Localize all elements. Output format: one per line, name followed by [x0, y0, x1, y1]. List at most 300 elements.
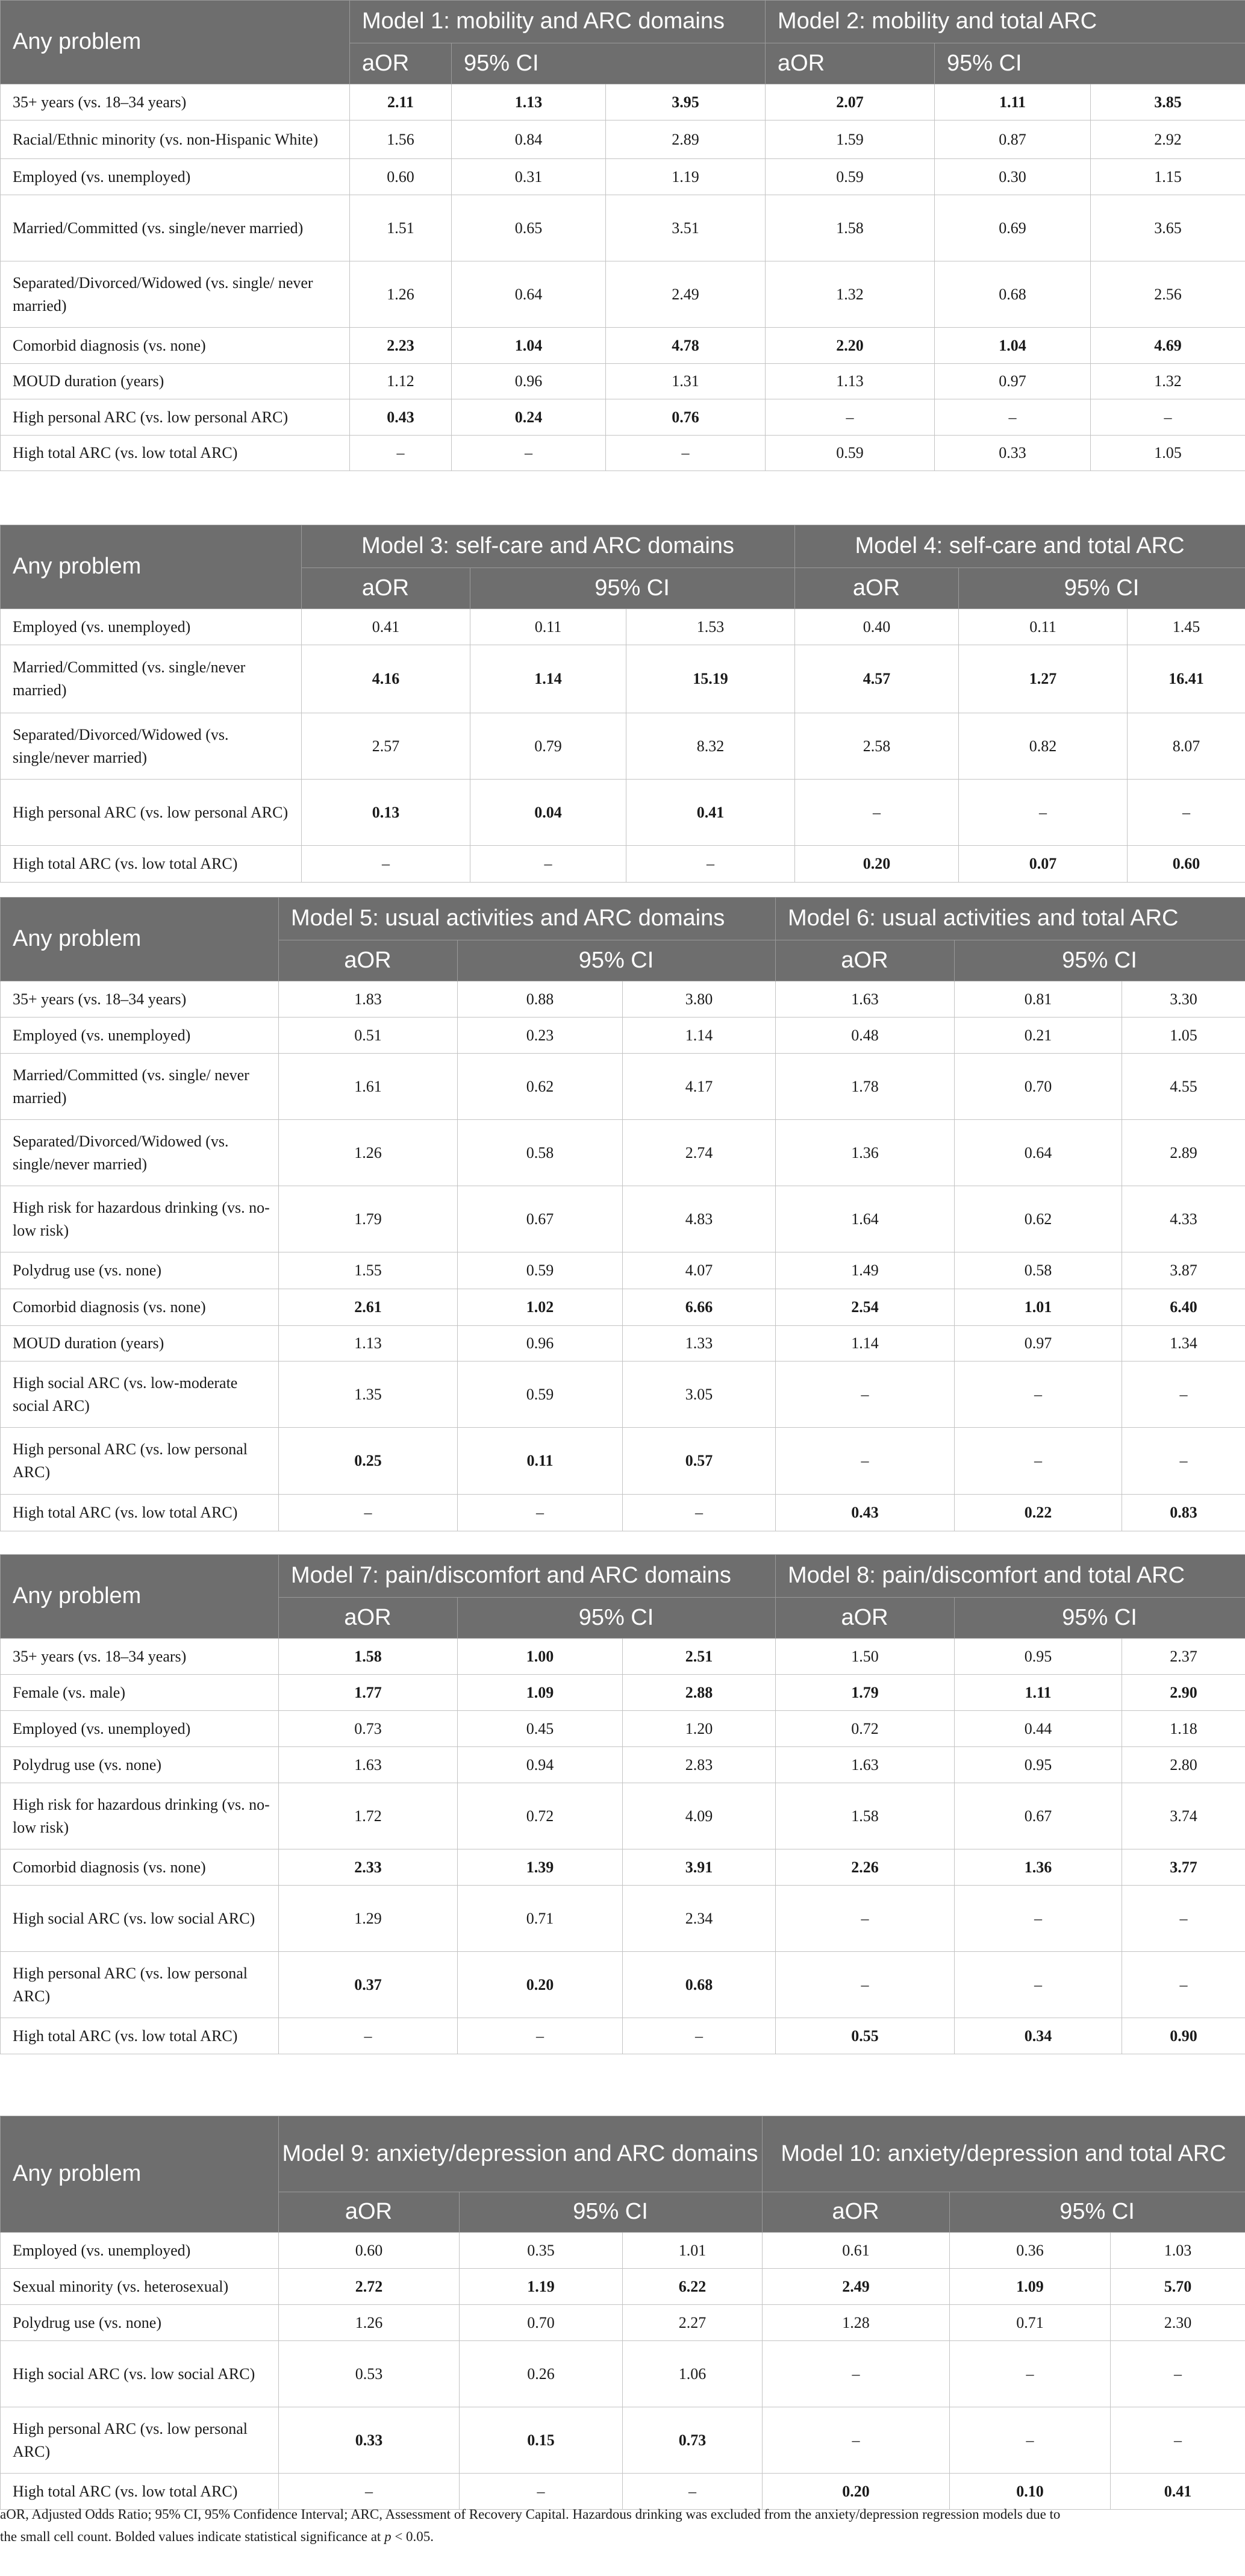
aor-value: 0.61 — [763, 2233, 950, 2269]
ci-lower-value: 1.04 — [452, 328, 606, 364]
aor-value: 2.54 — [776, 1289, 955, 1326]
ci-lower-value: – — [460, 2474, 623, 2510]
table-row — [1, 1186, 1245, 1252]
ci-upper-value: 0.41 — [1111, 2474, 1245, 2510]
row-label: Separated/Divorced/Widowed (vs. single/never married) — [1, 713, 302, 780]
row-label: High personal ARC (vs. low personal ARC) — [1, 399, 350, 436]
footnote-p-symbol: p — [384, 2529, 392, 2544]
ci-lower-value: 1.02 — [458, 1289, 623, 1326]
table-row — [1, 2233, 1245, 2269]
ci-column-header: 95% CI — [452, 43, 766, 84]
ci-lower-value: 0.07 — [959, 846, 1128, 883]
ci-upper-value: – — [1122, 1886, 1245, 1952]
ci-lower-value: 0.36 — [950, 2233, 1111, 2269]
ci-lower-value: 0.67 — [458, 1186, 623, 1252]
table-row — [1, 1886, 1245, 1952]
ci-lower-value: 1.36 — [955, 1849, 1122, 1886]
aor-value: 2.11 — [350, 84, 452, 120]
ci-lower-value: 0.21 — [955, 1018, 1122, 1054]
table-1-corner-label: Any problem — [1, 1, 350, 84]
ci-upper-value: 2.90 — [1122, 1675, 1245, 1711]
ci-lower-value: – — [458, 1495, 623, 1531]
ci-upper-value: 1.31 — [606, 364, 766, 399]
ci-lower-value: 1.19 — [460, 2269, 623, 2305]
ci-upper-value: 8.07 — [1128, 713, 1245, 780]
ci-lower-value: 0.71 — [458, 1886, 623, 1952]
ci-upper-value: 0.68 — [623, 1952, 776, 2018]
ci-lower-value: 0.87 — [935, 120, 1091, 159]
ci-upper-value: 1.45 — [1128, 609, 1245, 645]
row-label: High total ARC (vs. low total ARC) — [1, 846, 302, 883]
ci-lower-value: – — [950, 2407, 1111, 2474]
ci-upper-value: 1.19 — [606, 159, 766, 195]
aor-value: 0.60 — [350, 159, 452, 195]
aor-value: 0.60 — [279, 2233, 460, 2269]
aor-value: 1.26 — [279, 2305, 460, 2341]
ci-upper-value: 8.32 — [626, 713, 795, 780]
ci-lower-value: 0.70 — [955, 1054, 1122, 1120]
row-label: Married/Committed (vs. single/never married) — [1, 195, 350, 261]
ci-upper-value: 2.92 — [1091, 120, 1245, 159]
ci-lower-value: 1.09 — [458, 1675, 623, 1711]
aor-value: 1.79 — [279, 1186, 458, 1252]
ci-lower-value: 0.59 — [458, 1361, 623, 1428]
aor-value: 1.49 — [776, 1252, 955, 1289]
ci-upper-value: 0.57 — [623, 1428, 776, 1495]
ci-lower-value: 0.65 — [452, 195, 606, 261]
aor-value: 2.26 — [776, 1849, 955, 1886]
table-row — [1, 2269, 1245, 2305]
row-label: High personal ARC (vs. low personal ARC) — [1, 1428, 279, 1495]
table-row — [1, 2018, 1245, 2054]
table-row — [1, 195, 1245, 261]
table-4-model-total-header: Model 8: pain/discomfort and total ARC — [776, 1555, 1245, 1598]
ci-upper-value: 2.49 — [606, 261, 766, 328]
ci-lower-value: 0.82 — [959, 713, 1128, 780]
ci-upper-value: 1.05 — [1091, 436, 1245, 471]
aor-value: – — [776, 1886, 955, 1952]
ci-upper-value: 3.51 — [606, 195, 766, 261]
row-label: 35+ years (vs. 18–34 years) — [1, 84, 350, 120]
aor-value: 2.58 — [795, 713, 959, 780]
aor-value: 4.16 — [302, 645, 470, 713]
ci-column-header: 95% CI — [460, 2192, 763, 2233]
ci-column-header: 95% CI — [959, 568, 1245, 609]
row-label: Sexual minority (vs. heterosexual) — [1, 2269, 279, 2305]
aor-value: 0.72 — [776, 1711, 955, 1747]
table-2-model-total-header: Model 4: self-care and total ARC — [795, 525, 1245, 568]
aor-value: 1.59 — [766, 120, 935, 159]
ci-upper-value: 2.30 — [1111, 2305, 1245, 2341]
aor-value: 0.33 — [279, 2407, 460, 2474]
aor-value: 1.64 — [776, 1186, 955, 1252]
ci-upper-value: 4.07 — [623, 1252, 776, 1289]
ci-upper-value: 2.88 — [623, 1675, 776, 1711]
aor-value: 1.50 — [776, 1639, 955, 1675]
ci-lower-value: 0.67 — [955, 1783, 1122, 1849]
row-label: Employed (vs. unemployed) — [1, 1711, 279, 1747]
ci-upper-value: 15.19 — [626, 645, 795, 713]
ci-lower-value: 0.64 — [955, 1120, 1122, 1186]
aor-value: 0.41 — [302, 609, 470, 645]
aor-value: 0.20 — [763, 2474, 950, 2510]
table-row — [1, 261, 1245, 328]
ci-upper-value: – — [1122, 1952, 1245, 2018]
aor-value: 0.43 — [350, 399, 452, 436]
ci-upper-value: 2.89 — [1122, 1120, 1245, 1186]
row-label: 35+ years (vs. 18–34 years) — [1, 981, 279, 1018]
ci-lower-value: 1.14 — [470, 645, 626, 713]
table-row — [1, 609, 1245, 645]
table-row — [1, 2407, 1245, 2474]
ci-lower-value: 0.94 — [458, 1747, 623, 1783]
row-label: MOUD duration (years) — [1, 364, 350, 399]
regression-table-3 — [0, 897, 1245, 1531]
ci-upper-value: – — [626, 846, 795, 883]
ci-lower-value: 1.13 — [452, 84, 606, 120]
aor-value: 1.12 — [350, 364, 452, 399]
table-row — [1, 1495, 1245, 1531]
table-4-model-domains-header: Model 7: pain/discomfort and ARC domains — [279, 1555, 776, 1598]
ci-upper-value: 1.32 — [1091, 364, 1245, 399]
ci-upper-value: 3.91 — [623, 1849, 776, 1886]
table-row — [1, 846, 1245, 883]
ci-upper-value: 6.66 — [623, 1289, 776, 1326]
table-row — [1, 1711, 1245, 1747]
footnote-line-2 — [0, 2525, 1245, 2548]
aor-value: – — [776, 1952, 955, 2018]
table-row — [1, 1428, 1245, 1495]
ci-upper-value: 1.14 — [623, 1018, 776, 1054]
ci-upper-value: – — [1111, 2407, 1245, 2474]
ci-lower-value: 0.58 — [955, 1252, 1122, 1289]
ci-upper-value: 3.65 — [1091, 195, 1245, 261]
ci-upper-value: 1.34 — [1122, 1326, 1245, 1361]
table-1-model-total-header: Model 2: mobility and total ARC — [766, 1, 1245, 43]
ci-upper-value: 2.74 — [623, 1120, 776, 1186]
aor-value: 1.26 — [350, 261, 452, 328]
aor-value: 1.35 — [279, 1361, 458, 1428]
row-label: High total ARC (vs. low total ARC) — [1, 436, 350, 471]
aor-value: 0.73 — [279, 1711, 458, 1747]
ci-lower-value: – — [955, 1952, 1122, 2018]
table-row — [1, 713, 1245, 780]
ci-upper-value: – — [606, 436, 766, 471]
aor-value: 2.33 — [279, 1849, 458, 1886]
ci-column-header: 95% CI — [950, 2192, 1245, 2233]
ci-upper-value: 4.09 — [623, 1783, 776, 1849]
regression-table-1 — [0, 0, 1245, 471]
row-label: High total ARC (vs. low total ARC) — [1, 2018, 279, 2054]
aor-value: 2.07 — [766, 84, 935, 120]
aor-value: 1.77 — [279, 1675, 458, 1711]
aor-value: 1.78 — [776, 1054, 955, 1120]
table-1-model-domains-header: Model 1: mobility and ARC domains — [350, 1, 766, 43]
row-label: Separated/Divorced/Widowed (vs. single/never married) — [1, 1120, 279, 1186]
ci-lower-value: 0.58 — [458, 1120, 623, 1186]
ci-lower-value: 0.35 — [460, 2233, 623, 2269]
ci-upper-value: 4.33 — [1122, 1186, 1245, 1252]
ci-column-header: 95% CI — [458, 940, 776, 981]
ci-lower-value: 1.39 — [458, 1849, 623, 1886]
table-row — [1, 364, 1245, 399]
ci-upper-value: 4.83 — [623, 1186, 776, 1252]
ci-lower-value: 0.10 — [950, 2474, 1111, 2510]
aor-value: 0.55 — [776, 2018, 955, 2054]
ci-upper-value: 3.77 — [1122, 1849, 1245, 1886]
aor-value: – — [279, 1495, 458, 1531]
table-row — [1, 1747, 1245, 1783]
aor-column-header: aOR — [302, 568, 470, 609]
aor-value: – — [350, 436, 452, 471]
aor-value: 1.58 — [776, 1783, 955, 1849]
ci-lower-value: 0.81 — [955, 981, 1122, 1018]
ci-lower-value: 0.97 — [955, 1326, 1122, 1361]
footnote-line-1: aOR, Adjusted Odds Ratio; 95% CI, 95% Confidence Interval; ARC, Assessment of Recovery Capital. Hazardous drinking was excluded from the anxiety/depression regression models due to — [0, 2507, 1061, 2522]
aor-value: 0.48 — [776, 1018, 955, 1054]
aor-value: 1.58 — [279, 1639, 458, 1675]
ci-upper-value: 3.05 — [623, 1361, 776, 1428]
ci-upper-value: 0.60 — [1128, 846, 1245, 883]
ci-upper-value: 6.40 — [1122, 1289, 1245, 1326]
aor-value: 1.28 — [763, 2305, 950, 2341]
aor-value: – — [795, 780, 959, 846]
aor-value: 2.20 — [766, 328, 935, 364]
ci-lower-value: – — [955, 1886, 1122, 1952]
aor-value: – — [302, 846, 470, 883]
aor-value: 2.57 — [302, 713, 470, 780]
ci-upper-value: 1.06 — [623, 2341, 763, 2407]
table-row — [1, 645, 1245, 713]
table-4-corner-label: Any problem — [1, 1555, 279, 1639]
aor-value: 0.20 — [795, 846, 959, 883]
aor-value: – — [763, 2341, 950, 2407]
ci-upper-value: 2.34 — [623, 1886, 776, 1952]
table-row — [1, 328, 1245, 364]
ci-upper-value: 0.83 — [1122, 1495, 1245, 1531]
ci-lower-value: 0.96 — [458, 1326, 623, 1361]
ci-lower-value: 0.44 — [955, 1711, 1122, 1747]
ci-lower-value: 0.26 — [460, 2341, 623, 2407]
aor-value: 1.13 — [766, 364, 935, 399]
row-label: Separated/Divorced/Widowed (vs. single/ never married) — [1, 261, 350, 328]
table-row — [1, 1783, 1245, 1849]
footnote-line-2-end: < 0.05. — [391, 2529, 434, 2544]
regression-table-5 — [0, 2116, 1245, 2510]
aor-value: 1.26 — [279, 1120, 458, 1186]
aor-value: 0.59 — [766, 436, 935, 471]
ci-lower-value: – — [470, 846, 626, 883]
aor-value: 1.29 — [279, 1886, 458, 1952]
aor-value: – — [766, 399, 935, 436]
ci-upper-value: 2.56 — [1091, 261, 1245, 328]
ci-lower-value: 0.59 — [458, 1252, 623, 1289]
row-label: Female (vs. male) — [1, 1675, 279, 1711]
aor-value: 1.55 — [279, 1252, 458, 1289]
ci-lower-value: 0.96 — [452, 364, 606, 399]
ci-lower-value: – — [452, 436, 606, 471]
ci-lower-value: 0.62 — [955, 1186, 1122, 1252]
table-row — [1, 780, 1245, 846]
aor-value: 0.51 — [279, 1018, 458, 1054]
table-row — [1, 1849, 1245, 1886]
table-row — [1, 159, 1245, 195]
ci-upper-value: 1.15 — [1091, 159, 1245, 195]
ci-lower-value: 0.33 — [935, 436, 1091, 471]
aor-value: – — [776, 1428, 955, 1495]
ci-lower-value: 1.01 — [955, 1289, 1122, 1326]
table-row — [1, 1361, 1245, 1428]
ci-lower-value: 0.30 — [935, 159, 1091, 195]
row-label: High total ARC (vs. low total ARC) — [1, 1495, 279, 1531]
ci-upper-value: 3.85 — [1091, 84, 1245, 120]
ci-lower-value: 0.68 — [935, 261, 1091, 328]
ci-lower-value: 0.24 — [452, 399, 606, 436]
table-row — [1, 981, 1245, 1018]
ci-lower-value: 0.11 — [959, 609, 1128, 645]
ci-upper-value: 1.01 — [623, 2233, 763, 2269]
aor-value: 1.63 — [776, 981, 955, 1018]
row-label: High personal ARC (vs. low personal ARC) — [1, 2407, 279, 2474]
aor-value: 1.13 — [279, 1326, 458, 1361]
ci-lower-value: 0.45 — [458, 1711, 623, 1747]
ci-upper-value: – — [623, 2474, 763, 2510]
aor-value: 0.13 — [302, 780, 470, 846]
regression-table-2 — [0, 525, 1245, 883]
ci-upper-value: – — [1128, 780, 1245, 846]
aor-value: 1.72 — [279, 1783, 458, 1849]
ci-lower-value: – — [950, 2341, 1111, 2407]
ci-lower-value: 0.22 — [955, 1495, 1122, 1531]
ci-upper-value: 16.41 — [1128, 645, 1245, 713]
aor-value: 1.36 — [776, 1120, 955, 1186]
aor-value: 2.49 — [763, 2269, 950, 2305]
aor-value: 0.53 — [279, 2341, 460, 2407]
ci-lower-value: 0.84 — [452, 120, 606, 159]
aor-value: 1.32 — [766, 261, 935, 328]
ci-upper-value: 4.78 — [606, 328, 766, 364]
aor-value: 2.23 — [350, 328, 452, 364]
ci-lower-value: 0.72 — [458, 1783, 623, 1849]
row-label: High risk for hazardous drinking (vs. no-low risk) — [1, 1186, 279, 1252]
row-label: High social ARC (vs. low social ARC) — [1, 1886, 279, 1952]
ci-lower-value: 0.88 — [458, 981, 623, 1018]
aor-column-header: aOR — [795, 568, 959, 609]
ci-upper-value: 0.41 — [626, 780, 795, 846]
table-3-model-total-header: Model 6: usual activities and total ARC — [776, 898, 1245, 940]
ci-lower-value: 1.27 — [959, 645, 1128, 713]
ci-upper-value: 5.70 — [1111, 2269, 1245, 2305]
ci-lower-value: – — [955, 1428, 1122, 1495]
table-5-corner-label: Any problem — [1, 2116, 279, 2233]
ci-upper-value: – — [1111, 2341, 1245, 2407]
ci-lower-value: – — [935, 399, 1091, 436]
table-row — [1, 2305, 1245, 2341]
ci-upper-value: 3.30 — [1122, 981, 1245, 1018]
ci-upper-value: 2.51 — [623, 1639, 776, 1675]
ci-upper-value: 4.69 — [1091, 328, 1245, 364]
aor-column-header: aOR — [279, 2192, 460, 2233]
aor-value: 0.25 — [279, 1428, 458, 1495]
aor-column-header: aOR — [763, 2192, 950, 2233]
aor-value: 0.40 — [795, 609, 959, 645]
ci-upper-value: 2.80 — [1122, 1747, 1245, 1783]
table-row — [1, 436, 1245, 471]
row-label: Employed (vs. unemployed) — [1, 609, 302, 645]
aor-value: 2.72 — [279, 2269, 460, 2305]
ci-lower-value: 0.20 — [458, 1952, 623, 2018]
ci-lower-value: – — [959, 780, 1128, 846]
row-label: Comorbid diagnosis (vs. none) — [1, 328, 350, 364]
aor-column-header: aOR — [776, 940, 955, 981]
ci-lower-value: 0.62 — [458, 1054, 623, 1120]
ci-upper-value: 2.37 — [1122, 1639, 1245, 1675]
ci-upper-value: 3.80 — [623, 981, 776, 1018]
ci-upper-value: – — [623, 2018, 776, 2054]
aor-column-header: aOR — [279, 1598, 458, 1639]
table-row — [1, 1639, 1245, 1675]
row-label: Racial/Ethnic minority (vs. non-Hispanic White) — [1, 120, 350, 159]
aor-value: 1.83 — [279, 981, 458, 1018]
table-row — [1, 1054, 1245, 1120]
ci-upper-value: – — [1122, 1428, 1245, 1495]
aor-value: 1.14 — [776, 1326, 955, 1361]
ci-upper-value: 1.05 — [1122, 1018, 1245, 1054]
ci-upper-value: 2.83 — [623, 1747, 776, 1783]
ci-upper-value: 6.22 — [623, 2269, 763, 2305]
ci-lower-value: 0.70 — [460, 2305, 623, 2341]
ci-lower-value: 0.95 — [955, 1639, 1122, 1675]
ci-lower-value: 0.69 — [935, 195, 1091, 261]
ci-upper-value: 0.73 — [623, 2407, 763, 2474]
ci-lower-value: 0.11 — [470, 609, 626, 645]
ci-upper-value: – — [623, 1495, 776, 1531]
aor-value: 4.57 — [795, 645, 959, 713]
ci-lower-value: 1.04 — [935, 328, 1091, 364]
aor-value: – — [279, 2018, 458, 2054]
ci-upper-value: – — [1122, 1361, 1245, 1428]
table-row — [1, 1675, 1245, 1711]
row-label: 35+ years (vs. 18–34 years) — [1, 1639, 279, 1675]
aor-value: 1.51 — [350, 195, 452, 261]
ci-lower-value: 1.11 — [955, 1675, 1122, 1711]
row-label: Married/Committed (vs. single/never married) — [1, 645, 302, 713]
ci-column-header: 95% CI — [470, 568, 795, 609]
row-label: Employed (vs. unemployed) — [1, 2233, 279, 2269]
row-label: High social ARC (vs. low-moderate social ARC) — [1, 1361, 279, 1428]
ci-upper-value: 4.55 — [1122, 1054, 1245, 1120]
ci-upper-value: 0.76 — [606, 399, 766, 436]
ci-lower-value: 0.34 — [955, 2018, 1122, 2054]
ci-lower-value: 1.11 — [935, 84, 1091, 120]
table-3-model-domains-header: Model 5: usual activities and ARC domains — [279, 898, 776, 940]
table-row — [1, 120, 1245, 159]
table-5-model-domains-header: Model 9: anxiety/depression and ARC domains — [279, 2116, 763, 2192]
footnote-line-2-text: the small cell count. Bolded values indicate statistical significance at — [0, 2529, 385, 2544]
aor-column-header: aOR — [350, 43, 452, 84]
aor-column-header: aOR — [279, 940, 458, 981]
row-label: Comorbid diagnosis (vs. none) — [1, 1289, 279, 1326]
ci-lower-value: 0.97 — [935, 364, 1091, 399]
ci-column-header: 95% CI — [458, 1598, 776, 1639]
table-row — [1, 1252, 1245, 1289]
ci-lower-value: 0.23 — [458, 1018, 623, 1054]
table-5-model-total-header: Model 10: anxiety/depression and total ARC — [763, 2116, 1245, 2192]
table-row — [1, 84, 1245, 120]
table-3-corner-label: Any problem — [1, 898, 279, 981]
row-label: High total ARC (vs. low total ARC) — [1, 2474, 279, 2510]
ci-upper-value: 0.90 — [1122, 2018, 1245, 2054]
